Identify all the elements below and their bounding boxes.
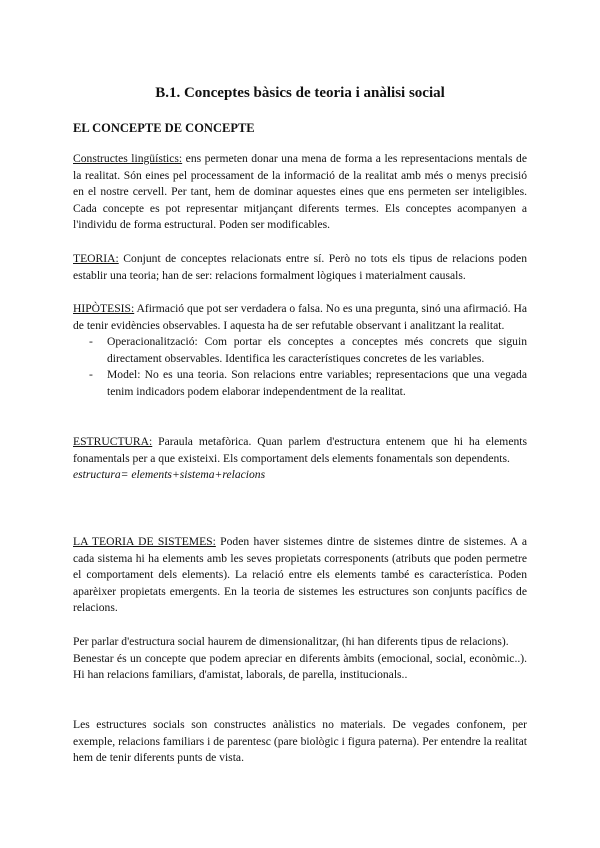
hipotesis-bullet-list xyxy=(73,334,527,400)
paragraph-hipotesis xyxy=(73,301,527,401)
bullet-marker: - xyxy=(89,335,93,349)
paragraph-line: Per parlar d'estructura social haurem de dimensionalitzar, (hi han diferents tipus de relacions). xyxy=(73,635,509,648)
term-teoria-sistemes: LA TEORIA DE SISTEMES: xyxy=(73,535,216,548)
paragraph-text: Afirmació que pot ser verdadera o falsa. No es una pregunta, sinó una afirmació. Ha de tenir evidències observables. I aquesta ha de ser refutable observant i analitzant la realitat. xyxy=(73,302,527,332)
bullet-marker: - xyxy=(89,368,93,382)
term-estructura: ESTRUCTURA: xyxy=(73,435,153,448)
bullet-text: Operacionalització: Com portar els conceptes a conceptes més concrets que siguin directament observables. Identifica les característiques concretes de les variables. xyxy=(107,335,527,365)
paragraph-text: Conjunt de conceptes relacionats entre sí. Però no tots els tipus de relacions poden establir una teoria; han de ser: relacions formalment lògiques i materialment causals. xyxy=(73,252,527,282)
paragraph-text: ens permeten donar una mena de forma a les representacions mentals de la realitat. Són eines pel processament de la informació de la realitat amb més o menys precisió en el nostre cervell. Per tant, hem de dominar aquestes eines que ens permeten ser inteligibles. Cada concepte es pot representar mitjançant diferents termes. Els conceptes acompanyen a l'individu de forma estructural. Poden ser modificables. xyxy=(73,152,527,232)
page-title: B.1. Conceptes bàsics de teoria i anàlisi social xyxy=(155,85,445,101)
paragraph-estructura-social xyxy=(73,634,527,684)
paragraph-line: Benestar és un concepte que podem apreciar en diferents àmbits (emocional, social, econòmic..). Hi han relacions familiars, d'amistat, laborals, de parella, institucionals.. xyxy=(73,651,527,682)
term-hipotesis: HIPÒTESIS: xyxy=(73,302,135,315)
estructura-formula: estructura= elements+sistema+relacions xyxy=(73,468,266,482)
paragraph-estructures-socials xyxy=(73,717,527,767)
paragraph-constructes xyxy=(73,151,527,234)
paragraph-teoria xyxy=(73,251,527,284)
paragraph-text: Poden haver sistemes dintre de sistemes dintre de sistemes. A a cada sistema hi ha elements amb les seves propietats corresponents (atributs que poden permetre el comportament dels elements). La relació entre els elements també es característica. Poden aparèixer propietats emergents. En la teoria de sistemes les estructures son conjunts pacífics de relacions. xyxy=(73,535,527,615)
paragraph-teoria-sistemes xyxy=(73,534,527,617)
paragraph-text: Paraula metafòrica. Quan parlem d'estructura entenem que hi ha elements fonamentals per a que existeixi. Els comportament dels elements fonamentals son dependents. xyxy=(73,435,527,465)
section-heading: EL CONCEPTE DE CONCEPTE xyxy=(73,121,255,135)
term-constructes: Constructes lingüístics: xyxy=(73,152,183,165)
term-teoria: TEORIA: xyxy=(73,252,119,265)
bullet-text: Model: No es una teoria. Son relacions entre variables; representacions que una vegada tenim indicadors podem elaborar independentment de la realitat. xyxy=(107,368,527,398)
list-item xyxy=(73,334,527,367)
paragraph-estructura xyxy=(73,434,527,484)
paragraph-text: Les estructures socials son constructes anàlistics no materials. De vegades confonem, per exemple, relacions familiars i de parentesc (pare biològic i figura paterna). Per entendre la realitat hem de tenir diferents punts de vista. xyxy=(73,718,527,765)
list-item xyxy=(73,367,527,400)
